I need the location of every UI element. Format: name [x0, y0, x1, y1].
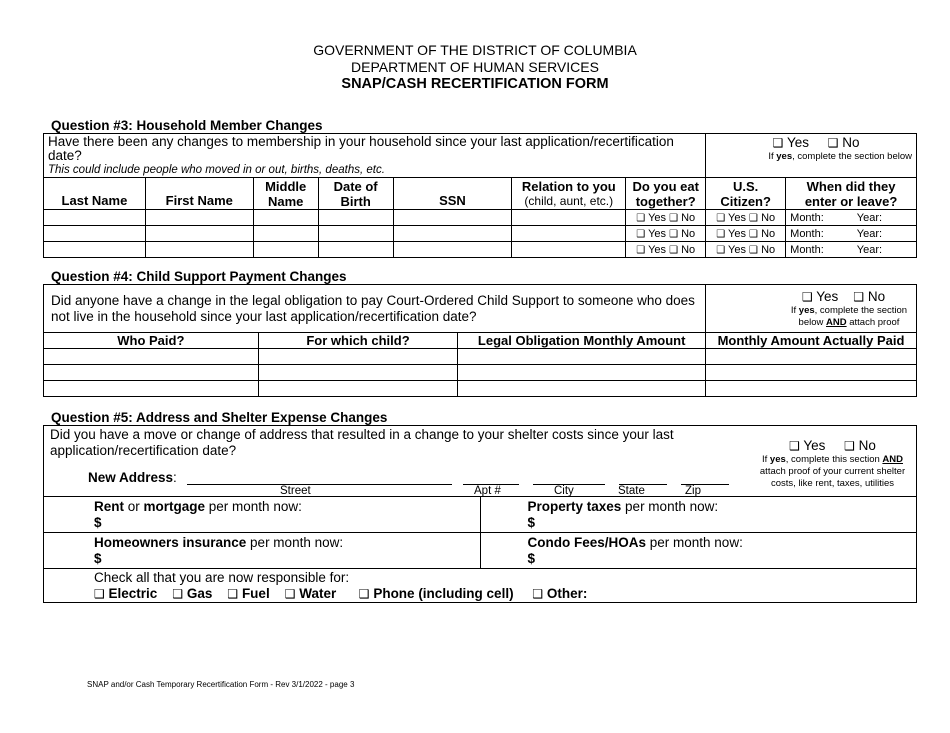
cell-input[interactable] — [512, 210, 626, 226]
condo-dollar: $ — [527, 550, 536, 566]
no-checkbox[interactable]: ❑ — [669, 244, 679, 256]
q5-question: Did you have a move or change of address that resulted in a change to your shelter costs since your last application/recertification date? — [50, 427, 674, 458]
col-eat-together: Do you eat together? — [626, 178, 706, 210]
other-checkbox[interactable]: ❑ — [532, 586, 544, 601]
q3-no-label: No — [842, 135, 860, 150]
q5-no-label: No — [858, 438, 876, 453]
yes-checkbox[interactable]: ❑ — [716, 244, 726, 256]
cell-input[interactable] — [318, 210, 393, 226]
street-caption: Street — [280, 485, 311, 497]
eat-together-options: ❑ Yes ❑ No — [626, 210, 706, 226]
q3-table — [43, 133, 917, 258]
cell-input[interactable] — [258, 381, 458, 397]
col-relation-sub: (child, aunt, etc.) — [524, 193, 614, 208]
cell-input[interactable] — [258, 365, 458, 381]
q4-title: Question #4: Child Support Payment Changes — [51, 269, 347, 284]
cell-input[interactable] — [145, 210, 253, 226]
col-relation — [512, 178, 626, 210]
cell-input[interactable] — [44, 349, 259, 365]
cell-input[interactable] — [44, 210, 146, 226]
department-line: DEPARTMENT OF HUMAN SERVICES — [351, 59, 599, 75]
table-row — [44, 349, 917, 365]
phone-checkbox[interactable]: ❑ — [358, 586, 370, 601]
col-last-name: Last Name — [44, 178, 146, 210]
cell-input[interactable] — [393, 226, 512, 242]
q3-yes-label: Yes — [786, 135, 809, 150]
q5-question-cell — [44, 426, 917, 497]
water-checkbox[interactable]: ❑ — [284, 586, 296, 601]
q3-question: Have there been any changes to membership in your household since your last application/recertification date? — [48, 134, 674, 163]
state-input[interactable] — [619, 472, 667, 485]
utilities-cell — [44, 569, 917, 603]
yes-checkbox[interactable]: ❑ — [716, 228, 726, 240]
q4-question: Did anyone have a change in the legal obligation to pay Court-Ordered Child Support to someone who does not live in the household since your last application/recertification date? — [44, 285, 706, 333]
q4-yes-checkbox[interactable]: ❑ — [801, 290, 813, 304]
q3-note: This could include people who moved in or out, births, deaths, etc. — [48, 164, 385, 176]
no-checkbox[interactable]: ❑ — [669, 228, 679, 240]
cell-input[interactable] — [458, 365, 706, 381]
col-actual-amount: Monthly Amount Actually Paid — [705, 333, 916, 349]
electric-label: Electric — [108, 585, 158, 601]
apt-caption: Apt # — [474, 485, 501, 497]
cell-input[interactable] — [253, 210, 318, 226]
table-row — [44, 365, 917, 381]
check-all-label: Check all that you are now responsible for: — [94, 569, 350, 585]
rent-cell[interactable]: Rent or mortgage per month now: $ — [44, 497, 481, 533]
q3-no-checkbox[interactable]: ❑ — [827, 136, 839, 150]
q4-no-label: No — [867, 289, 886, 304]
form-title: SNAP/CASH RECERTIFICATION FORM — [341, 76, 609, 92]
month-year-cell[interactable]: Month: Year: — [786, 242, 917, 258]
phone-label: Phone (including cell) — [373, 585, 514, 601]
cell-input[interactable] — [318, 226, 393, 242]
cell-input[interactable] — [393, 242, 512, 258]
other-label: Other: — [546, 585, 588, 601]
yes-checkbox[interactable]: ❑ — [636, 244, 646, 256]
no-checkbox[interactable]: ❑ — [669, 212, 679, 224]
zip-input[interactable] — [681, 472, 729, 485]
table-row — [44, 226, 917, 242]
q5-title: Question #5: Address and Shelter Expense Changes — [51, 410, 388, 425]
yes-checkbox[interactable]: ❑ — [636, 212, 646, 224]
cell-input[interactable] — [705, 381, 916, 397]
cell-input[interactable] — [253, 242, 318, 258]
state-caption: State — [618, 485, 645, 497]
insurance-cell[interactable]: Homeowners insurance per month now: $ — [44, 533, 481, 569]
form-header — [0, 42, 950, 93]
no-checkbox[interactable]: ❑ — [749, 212, 759, 224]
cell-input[interactable] — [318, 242, 393, 258]
cell-input[interactable] — [705, 349, 916, 365]
q5-no-checkbox[interactable]: ❑ — [844, 439, 855, 453]
q5-yes-checkbox[interactable]: ❑ — [789, 439, 800, 453]
q3-yes-checkbox[interactable]: ❑ — [772, 136, 784, 150]
col-relation-label: Relation to you — [521, 178, 616, 194]
q4-no-checkbox[interactable]: ❑ — [853, 290, 865, 304]
street-input[interactable] — [187, 472, 452, 485]
page-footer: SNAP and/or Cash Temporary Recertification Form - Rev 3/1/2022 - page 3 — [87, 680, 355, 689]
month-year-cell[interactable]: Month: Year: — [786, 226, 917, 242]
new-address-row: New Address: — [88, 470, 729, 485]
table-row — [44, 210, 917, 226]
q5-table — [43, 425, 917, 603]
cell-input[interactable] — [258, 349, 458, 365]
col-when: When did they enter or leave? — [786, 178, 917, 210]
property-dollar: $ — [527, 514, 536, 530]
cell-input[interactable] — [393, 210, 512, 226]
no-checkbox[interactable]: ❑ — [749, 228, 759, 240]
gas-checkbox[interactable]: ❑ — [172, 586, 184, 601]
city-input[interactable] — [533, 472, 605, 485]
col-dob: Date of Birth — [318, 178, 393, 210]
city-caption: City — [554, 485, 574, 497]
property-tax-cell[interactable]: Property taxes per month now: $ — [480, 497, 917, 533]
no-checkbox[interactable]: ❑ — [749, 244, 759, 256]
q3-title: Question #3: Household Member Changes — [51, 118, 323, 133]
cell-input[interactable] — [44, 381, 259, 397]
condo-fees-cell[interactable]: Condo Fees/HOAs per month now: $ — [480, 533, 917, 569]
q4-table — [43, 284, 917, 397]
citizen-options: ❑ Yes ❑ No — [706, 242, 786, 258]
zip-caption: Zip — [685, 485, 701, 497]
cell-input[interactable] — [44, 242, 146, 258]
citizen-options: ❑ Yes ❑ No — [706, 226, 786, 242]
q4-instruction: If yes, complete the section below AND attach proof — [790, 305, 908, 328]
cell-input[interactable] — [145, 226, 253, 242]
col-first-name: First Name — [145, 178, 253, 210]
q4-answer-cell — [705, 285, 916, 333]
q3-answer-cell — [706, 134, 917, 178]
col-middle-name: Middle Name — [253, 178, 318, 210]
cell-input[interactable] — [253, 226, 318, 242]
insurance-dollar: $ — [94, 550, 102, 566]
cell-input[interactable] — [458, 349, 706, 365]
col-ssn: SSN — [393, 178, 512, 210]
yes-checkbox[interactable]: ❑ — [716, 212, 726, 224]
table-row — [44, 381, 917, 397]
electric-checkbox[interactable]: ❑ — [94, 586, 105, 601]
q5-yes-label: Yes — [803, 438, 826, 453]
cell-input[interactable] — [512, 242, 626, 258]
table-row — [44, 242, 917, 258]
col-which-child: For which child? — [258, 333, 458, 349]
eat-together-options: ❑ Yes ❑ No — [626, 226, 706, 242]
cell-input[interactable] — [512, 226, 626, 242]
month-year-cell[interactable]: Month: Year: — [786, 210, 917, 226]
fuel-checkbox[interactable]: ❑ — [227, 586, 239, 601]
q5-answer-block — [756, 438, 909, 490]
water-label: Water — [299, 585, 337, 601]
col-legal-obligation: Legal Obligation Monthly Amount — [458, 333, 706, 349]
new-address-label: New Address — [88, 470, 174, 485]
cell-input[interactable] — [705, 365, 916, 381]
rent-dollar: $ — [94, 514, 102, 530]
col-citizen: U.S. Citizen? — [706, 178, 786, 210]
q5-instruction: If yes, complete this section AND attach proof of your current shelter costs, like rent, taxes, utilities — [759, 454, 906, 489]
q4-yes-label: Yes — [816, 289, 839, 304]
gas-label: Gas — [186, 585, 213, 601]
q3-question-cell — [44, 134, 706, 178]
cell-input[interactable] — [44, 226, 146, 242]
col-who-paid: Who Paid? — [44, 333, 259, 349]
government-line: GOVERNMENT OF THE DISTRICT OF COLUMBIA — [313, 42, 637, 58]
fuel-label: Fuel — [241, 585, 270, 601]
eat-together-options: ❑ Yes ❑ No — [626, 242, 706, 258]
q3-instruction: If yes, complete the section below — [768, 151, 912, 162]
cell-input[interactable] — [458, 381, 706, 397]
citizen-options: ❑ Yes ❑ No — [706, 210, 786, 226]
cell-input[interactable] — [44, 365, 259, 381]
apt-input[interactable] — [463, 472, 519, 485]
yes-checkbox[interactable]: ❑ — [636, 228, 646, 240]
cell-input[interactable] — [145, 242, 253, 258]
